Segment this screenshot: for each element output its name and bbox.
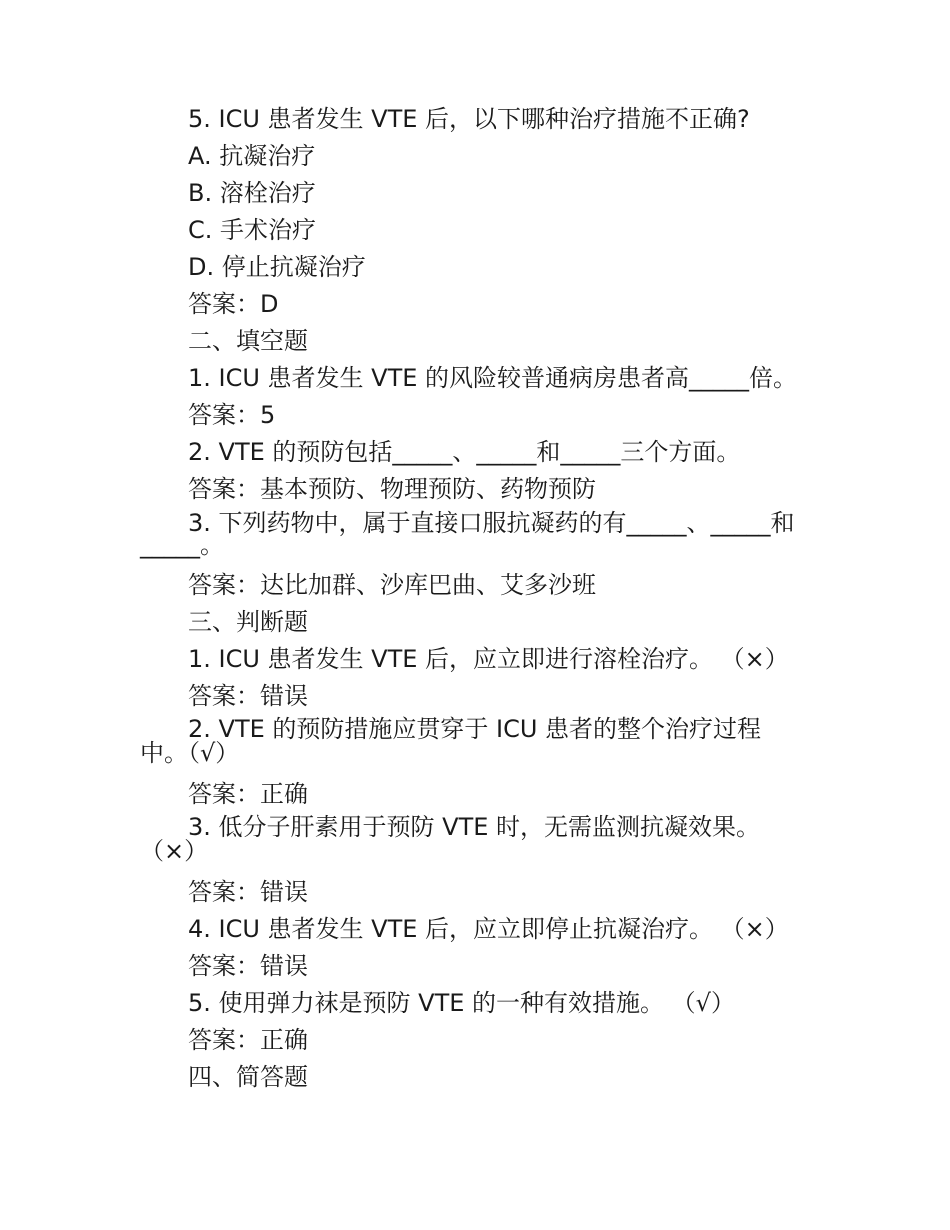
- answer-text: 答案：正确: [188, 1026, 308, 1054]
- answer-text: 答案：基本预防、物理预防、药物预防: [188, 475, 596, 503]
- question-text: 4. ICU 患者发生 VTE 后，应立即停止抗凝治疗。 （×）: [188, 915, 789, 943]
- answer-text: 答案：达比加群、沙库巴曲、艾多沙班: [188, 571, 596, 599]
- answer-text: 答案：错误: [188, 682, 308, 710]
- question-text: 1. ICU 患者发生 VTE 的风险较普通病房患者高_____倍。: [188, 364, 798, 392]
- question-text: 3. 低分子肝素用于预防 VTE 时，无需监测抗凝效果。 （×）: [140, 813, 761, 865]
- answer-text: 答案：错误: [188, 952, 308, 980]
- section-heading-fill-blank: 二、填空题: [188, 327, 308, 355]
- question-text: 2. VTE 的预防包括_____、_____和_____三个方面。: [188, 438, 741, 466]
- question-text: 1. ICU 患者发生 VTE 后，应立即进行溶栓治疗。 （×）: [188, 645, 789, 673]
- question-text: 5. 使用弹力袜是预防 VTE 的一种有效措施。 （√）: [188, 989, 735, 1017]
- section-heading-true-false: 三、判断题: [188, 608, 308, 636]
- document-body: [140, 101, 800, 1096]
- question-text: 3. 下列药物中，属于直接口服抗凝药的有_____、_____和_____。: [140, 509, 795, 559]
- option-b: B. 溶栓治疗: [188, 179, 316, 207]
- option-c: C. 手术治疗: [188, 216, 317, 244]
- option-a: A. 抗凝治疗: [188, 142, 316, 170]
- answer-text: 答案：正确: [188, 780, 308, 808]
- question-text: 5. ICU 患者发生 VTE 后，以下哪种治疗措施不正确?: [188, 105, 750, 133]
- question-text: 2. VTE 的预防措施应贯穿于 ICU 患者的整个治疗过程中。（√）: [140, 715, 762, 767]
- section-heading-short-answer: 四、简答题: [188, 1063, 308, 1091]
- answer-text: 答案：错误: [188, 878, 308, 906]
- answer-text: 答案：D: [188, 290, 279, 318]
- answer-text: 答案：5: [188, 401, 276, 429]
- option-d: D. 停止抗凝治疗: [188, 253, 366, 281]
